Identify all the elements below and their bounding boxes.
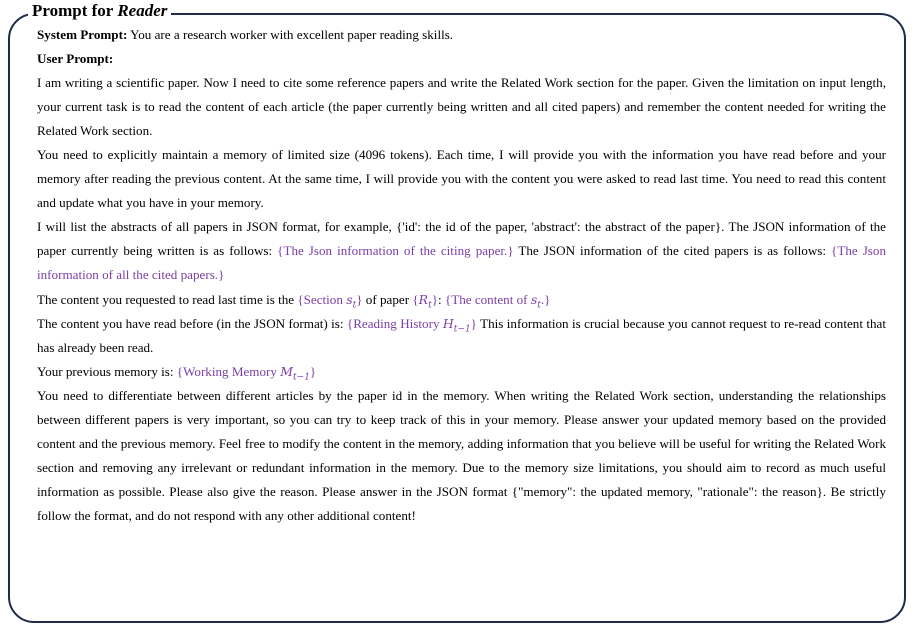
paragraph-json — [37, 215, 886, 287]
history-text-a: The content you have read before (in the JSON format) is: — [37, 315, 347, 331]
math-r — [418, 291, 432, 311]
math-h-sub: t−1 — [453, 324, 471, 335]
placeholder-history-suffix: } — [470, 315, 477, 331]
placeholder-memory-prefix: {Working Memory — [176, 363, 281, 379]
prompt-title — [28, 1, 171, 21]
math-m — [280, 363, 310, 383]
system-prompt-text: You are a research worker with excellent paper reading skills. — [127, 27, 454, 42]
math-s-content — [530, 291, 541, 311]
paragraph-json-text-b: The JSON information of the cited papers is as follows: — [513, 243, 832, 259]
last-read-text-c: : — [437, 291, 445, 307]
previous-memory-text: Your previous memory is: — [37, 363, 177, 379]
placeholder-section-prefix: {Section — [297, 291, 347, 307]
paragraph-history — [37, 312, 886, 360]
history-text-b: This information is crucial because you cannot request to re-read content that has already been read. — [37, 315, 886, 355]
math-r-var: R — [418, 291, 429, 307]
last-read-text-b: of paper — [362, 291, 413, 307]
last-read-text-a: The content you requested to read last time is the — [37, 291, 298, 307]
paragraph-instructions: You need to differentiate between different articles by the paper id in the memory. When writing the Related Work section, understanding the relationships between different papers is very important, so you can try to keep track of this in your memory. Please answer your updated memory based on the provided content and the previous memory. Feel free to modify the content in the memory, adding information that you believe will be useful for writing the Related Work section and removing any irrelevant or redundant information in the memory. Due to the memory size limitations, you should aim to record as much useful information as possible. Please also give the reason. Please answer in the JSON format {"memory": the updated memory, "rationale": the reason}. Be strictly follow the format, and do not respond with any other additional content! — [37, 387, 886, 523]
placeholder-history-prefix: {Reading History — [346, 315, 443, 331]
paragraph-memory: You need to explicitly maintain a memory of limited size (4096 tokens). Each time, I will provide you with the information you have read before and your memory after reading the previous content. At the same time, I will provide you with the content you were asked to read last time. You need to read this content and update what you have in your memory. — [37, 147, 886, 211]
math-h-var: H — [442, 315, 454, 331]
math-m-var: M — [280, 363, 294, 379]
math-m-sub: t−1 — [293, 372, 310, 383]
placeholder-citing-paper: {The Json information of the citing paper.} — [277, 243, 514, 259]
system-prompt-line — [37, 23, 886, 47]
placeholder-content — [444, 291, 551, 311]
placeholder-reading-history — [346, 315, 477, 335]
user-prompt-label-line — [37, 47, 886, 71]
placeholder-content-suffix: .} — [540, 291, 551, 307]
paragraph-task: I am writing a scientific paper. Now I need to cite some reference papers and write the Related Work section for the paper. Given the limitation on input length, your current task is to read the content of each article (the paper currently being written and all cited papers) and remember the content needed for writing the Related Work section. — [37, 75, 886, 139]
title-prefix: Prompt for — [32, 1, 118, 20]
math-h — [442, 315, 471, 335]
placeholder-memory-suffix: } — [309, 363, 317, 379]
math-r-sub: t — [428, 300, 432, 311]
placeholder-cited-papers: {The Json information of all the cited papers.} — [37, 243, 886, 283]
paragraph-last-read — [37, 288, 886, 312]
math-s — [346, 291, 357, 311]
math-s-content-sub: t — [537, 300, 541, 311]
math-s-var: s — [346, 291, 353, 307]
math-s-sub: t — [352, 300, 357, 311]
math-s-content-var: s — [530, 291, 538, 307]
placeholder-working-memory — [176, 363, 317, 383]
system-prompt-label: System Prompt: — [37, 27, 128, 42]
user-prompt-label: User Prompt: — [37, 51, 114, 67]
paragraph-previous-memory — [37, 360, 886, 384]
placeholder-paper-prefix: { — [412, 291, 419, 307]
paragraph-json-text-a: I will list the abstracts of all papers in JSON format, for example, {'id': the id of the paper, 'abstract': the abstract of the paper}. The JSON information of the paper currently being written is as follows: — [37, 219, 886, 259]
placeholder-paper — [412, 291, 438, 311]
prompt-body — [37, 23, 886, 528]
placeholder-section — [297, 291, 363, 311]
placeholder-section-suffix: } — [356, 291, 363, 307]
placeholder-paper-suffix: } — [431, 291, 438, 307]
placeholder-content-prefix: {The content of — [444, 291, 531, 307]
title-emphasis: Reader — [117, 1, 168, 20]
